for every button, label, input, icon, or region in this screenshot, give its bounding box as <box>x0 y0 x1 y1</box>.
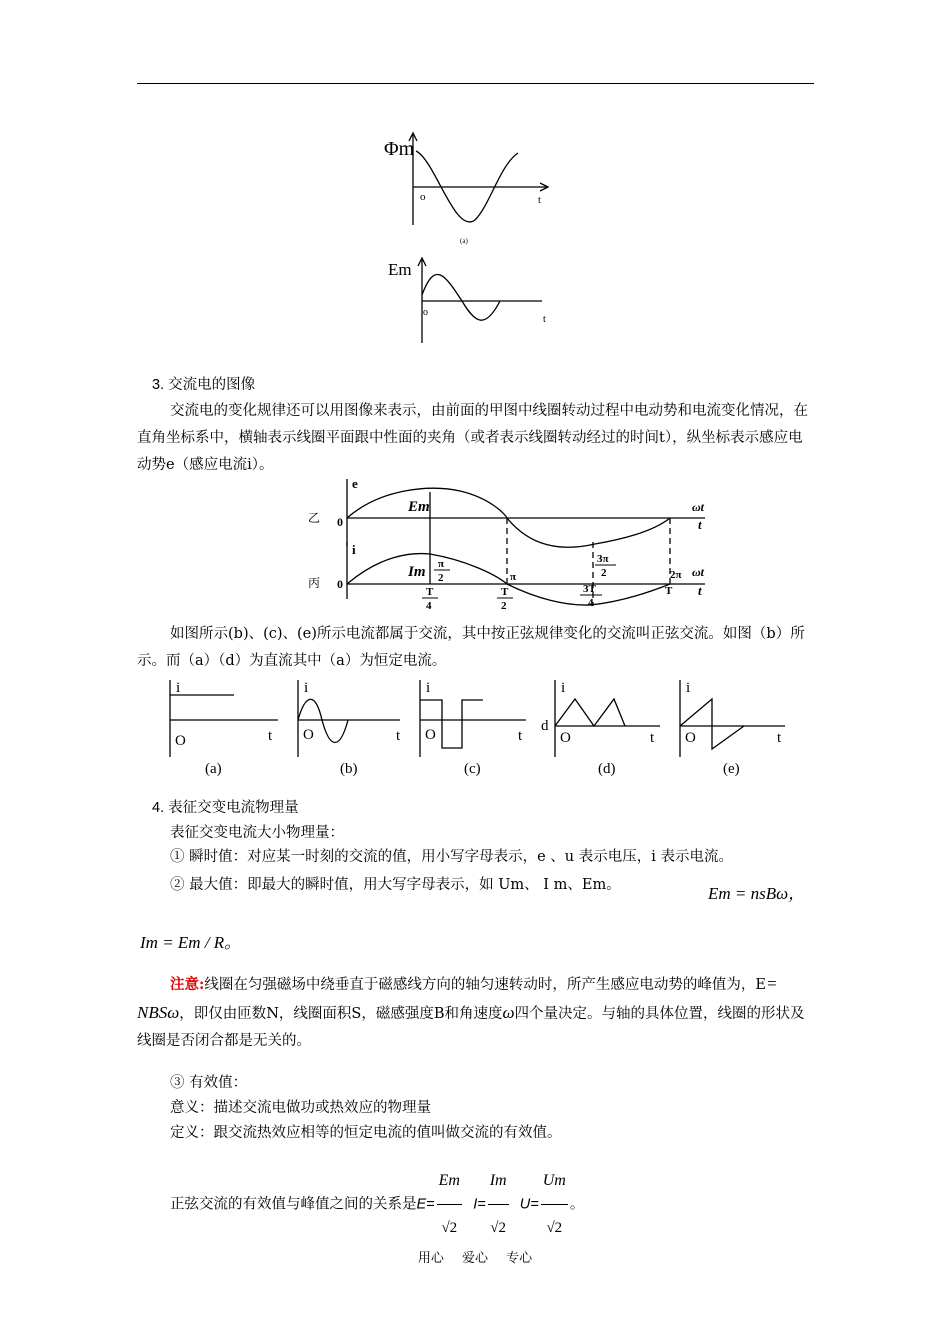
row2-label: 丙 <box>308 576 321 590</box>
effective-value: ③ 有效值： <box>170 1075 248 1091</box>
svg-text:t: t <box>268 728 273 744</box>
caption-e: (e) <box>723 761 740 777</box>
period-label: T <box>665 585 673 597</box>
section4-heading: 4. 表征交变电流物理量 <box>152 800 299 816</box>
t2-num: T <box>501 586 509 598</box>
im-formula: Im = Em / R。 <box>140 933 242 952</box>
e-origin: o <box>423 307 428 318</box>
wt-label-1: ωt <box>692 500 705 514</box>
svg-text:i: i <box>304 680 309 696</box>
phi-origin: o <box>420 191 426 203</box>
t4-num: T <box>426 586 434 598</box>
svg-text:i: i <box>426 680 431 696</box>
svg-text:d: d <box>541 718 549 734</box>
svg-text:O: O <box>425 727 436 743</box>
svg-text:t: t <box>650 730 655 746</box>
e-fraction: $\frac{Em}{√2}$ <box>437 1158 462 1251</box>
t2-den: 2 <box>501 600 507 612</box>
header-rule <box>137 83 814 84</box>
section3-heading: 3. 交流电的图像 <box>152 377 256 393</box>
flux-emf-figure <box>380 125 560 355</box>
im-label: Im <box>408 564 426 580</box>
e-curve <box>422 274 500 320</box>
i-wave <box>347 554 670 606</box>
e-t-label: t <box>543 314 546 325</box>
zero-i: 0 <box>337 577 343 591</box>
i-axis-label: i <box>352 542 356 557</box>
section4-sub: 表征交变电流大小物理量： <box>170 825 344 841</box>
em-formula: Em = nsBω， <box>708 884 806 903</box>
waveform-figure <box>300 474 720 612</box>
svg-text:i: i <box>686 680 691 696</box>
note-label: 注意: <box>170 976 205 993</box>
fig-a-caption: (a) <box>460 237 468 245</box>
svg-text:i: i <box>561 680 566 696</box>
meaning: 意义：描述交流电做功或热效应的物理量 <box>170 1100 431 1116</box>
row1-label: 乙 <box>308 511 321 525</box>
two-pi-label: 2π <box>670 569 682 581</box>
svg-text:t: t <box>518 728 523 744</box>
e-axis-label: e <box>352 476 358 491</box>
svg-text:O: O <box>175 733 186 749</box>
three-pi-den: 2 <box>601 567 607 579</box>
pi-half-num: π <box>438 558 445 570</box>
note-eq: = NBSω <box>137 974 778 1022</box>
instant-value: ① 瞬时值：对应某一时刻的交流的值，用小写字母表示，e 、u 表示电压，i 表示电流。 <box>170 849 733 865</box>
relation-line: 正弦交流的有效值与峰值之间的关系是E= $\frac{Em}{√2}$ I= $\frac{Im}{√2}$ U= $\frac{Um}{√2}$ 。 <box>170 1158 584 1251</box>
e-label: Em <box>388 260 412 279</box>
page-footer: 用心 爱心 专心 <box>417 1251 533 1266</box>
em-label: Em <box>408 499 430 515</box>
svg-text:t: t <box>777 730 782 746</box>
svg-text:t: t <box>396 728 401 744</box>
pi-label: π <box>510 571 517 583</box>
zero-e: 0 <box>337 515 343 529</box>
svg-text:i: i <box>176 680 181 696</box>
max-value: ② 最大值：即最大的瞬时值，用大写字母表示，如 Um、 I m、Em。 <box>170 877 621 893</box>
svg-text:O: O <box>685 730 696 746</box>
t4-den: 4 <box>426 600 432 612</box>
u-fraction: $\frac{Um}{√2}$ <box>541 1158 568 1251</box>
caption-c: (c) <box>464 761 481 777</box>
svg-text:O: O <box>560 730 571 746</box>
t34-den: 4 <box>588 597 594 609</box>
i-fraction: $\frac{Im}{√2}$ <box>488 1158 509 1251</box>
graph-d-triangle <box>555 699 625 726</box>
section3-paragraph: 交流电的变化规律还可以用图像来表示，由前面的甲图中线圈转动过程中电动势和电流变化情况，在直角坐标系中，横轴表示线圈平面跟中性面的夹角（或者表示线圈转动经过的时间t），纵坐标表示感应电动势e（感应电流i）。 <box>137 403 808 473</box>
caption-a: (a) <box>205 761 222 777</box>
definition: 定义：跟交流热效应相等的恒定电流的值叫做交流的有效值。 <box>170 1125 562 1141</box>
t-label-1: t <box>698 517 702 532</box>
current-types-figure <box>150 675 800 785</box>
current-types-paragraph: 如图所示(b)、(c)、(e)所示电流都属于交流，其中按正弦规律变化的交流叫正弦交流。如图（b）所示。而（a）（d）为直流其中（a）为恒定电流。 <box>137 626 805 669</box>
phi-t-label: t <box>538 195 541 206</box>
t34-num: 3T <box>583 583 596 595</box>
three-pi-num: 3π <box>597 553 609 565</box>
phi-label: Φm <box>384 138 415 160</box>
caption-d: (d) <box>598 761 616 777</box>
note-paragraph: 注意:线圈在匀强磁场中绕垂直于磁感线方向的轴匀速转动时，所产生感应电动势的峰值为，E= NBSω，即仅由匝数N，线圈面积S，磁感强度B和角速度ω四个量决定。与轴的具体位置，线圈的形状及线圈是否闭合都是无关的。 <box>137 974 805 1049</box>
pi-half-den: 2 <box>438 572 444 584</box>
wt-label-2: ωt <box>692 565 705 579</box>
caption-b: (b) <box>340 761 358 777</box>
t-label-2: t <box>698 583 702 598</box>
svg-text:O: O <box>303 727 314 743</box>
